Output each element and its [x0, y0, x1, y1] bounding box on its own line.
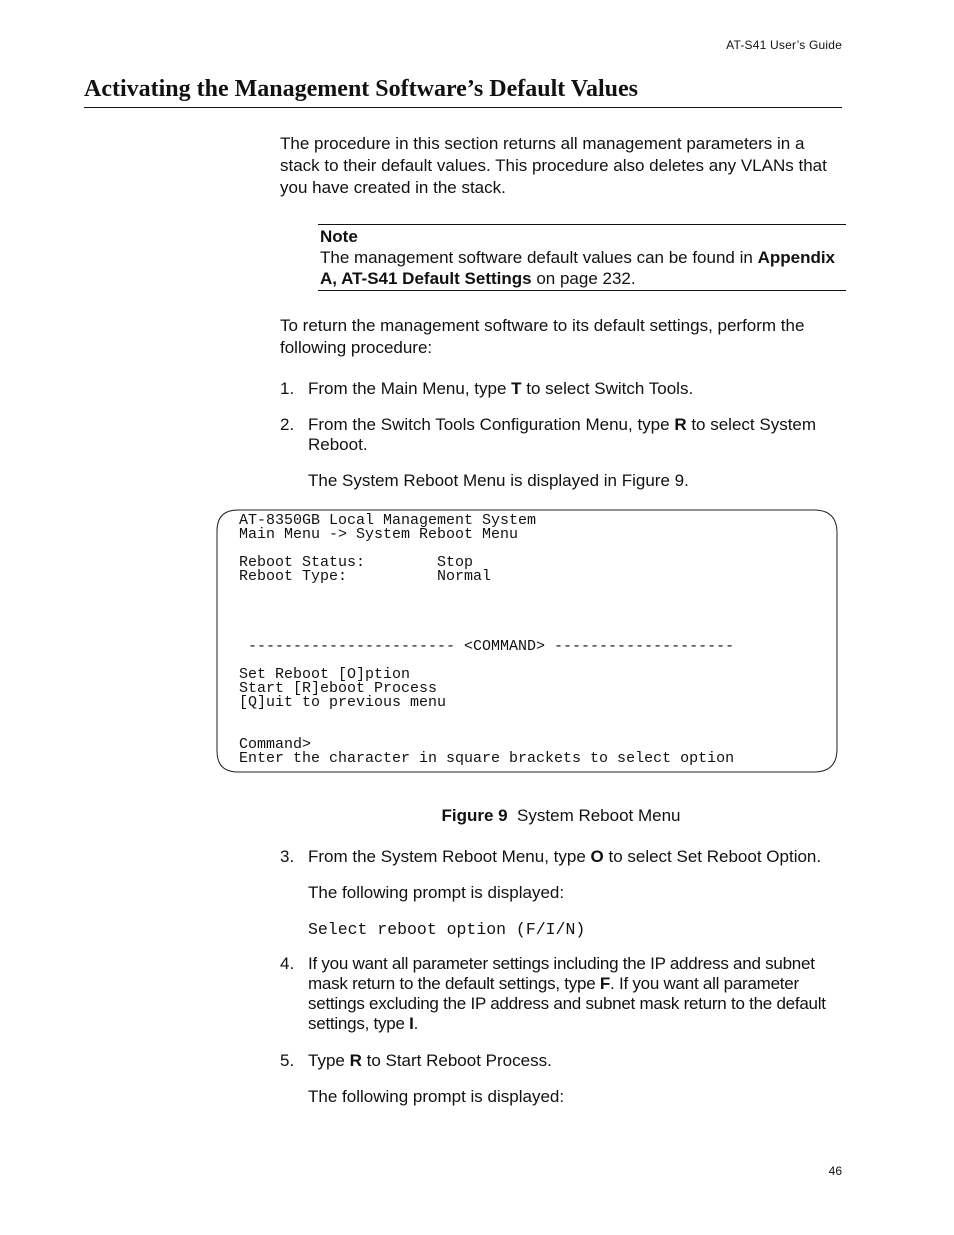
console-hint: Enter the character in square brackets to select option — [239, 750, 735, 767]
reboot-status-label: Reboot Status: — [239, 554, 366, 571]
reboot-status-value: Stop — [437, 554, 474, 571]
intro-paragraph: The procedure in this section returns all management parameters in a stack to their default values. This procedure also deletes any VLANs that you have created in the stack. — [280, 134, 827, 197]
step-text: From the System Reboot Menu, type O to select Set Reboot Option. — [308, 847, 822, 866]
command-divider: ----------------------- <COMMAND> -------------------- — [239, 638, 735, 655]
figure-caption — [0, 806, 954, 826]
console-screen — [216, 509, 836, 771]
step-number: 3. — [280, 847, 295, 866]
section-title: Activating the Management Software’s Default Values — [84, 76, 842, 108]
console-breadcrumb: Main Menu -> System Reboot Menu — [239, 526, 519, 543]
command-prompt[interactable]: Command> — [239, 736, 312, 753]
step-followup: The System Reboot Menu is displayed in Figure 9. — [308, 471, 689, 490]
step-number: 5. — [280, 1051, 295, 1070]
prompt-text: Select reboot option (F/I/N) — [308, 920, 586, 939]
reboot-type-value: Normal — [437, 568, 492, 585]
menu-option-start-reboot[interactable]: Start [R]eboot Process — [239, 680, 438, 697]
step-text: Type R to Start Reboot Process. — [308, 1051, 552, 1070]
reboot-type-label: Reboot Type: — [239, 568, 348, 585]
lead-in-paragraph: To return the management software to its default settings, perform the following procedure: — [280, 316, 805, 357]
step-followup: The following prompt is displayed: — [308, 1087, 565, 1106]
note-text-before: The management software default values can be found in — [320, 248, 758, 267]
figure-caption-text: System Reboot Menu — [517, 806, 681, 825]
note-link[interactable]: Appendix A, AT-S41 Default Settings — [320, 248, 836, 288]
step-number: 1. — [280, 379, 295, 398]
step-number: 2. — [280, 415, 295, 434]
step-text: From the Switch Tools Configuration Menu, type R to select System Reboot. — [308, 415, 817, 454]
step-number: 4. — [280, 954, 295, 973]
step-text: From the Main Menu, type T to select Switch Tools. — [308, 379, 694, 398]
note-heading: Note — [320, 227, 358, 246]
step-text: If you want all parameter settings including the IP address and subnet mask return to the default settings, type F. If you want all parameter settings excluding the IP address and subnet mask return to the default settings, type I. — [308, 954, 826, 1033]
console-text — [239, 514, 734, 766]
figure-label: Figure 9 — [441, 806, 508, 825]
console-system-name: AT-8350GB Local Management System — [239, 512, 537, 529]
menu-option-quit[interactable]: [Q]uit to previous menu — [239, 694, 447, 711]
note-text — [320, 247, 844, 289]
menu-option-set-reboot[interactable]: Set Reboot [O]ption — [239, 666, 411, 683]
note-text-after: on page 232. — [531, 269, 636, 288]
page-number: 46 — [828, 1164, 842, 1178]
note-box — [318, 224, 846, 291]
running-header: AT-S41 User’s Guide — [726, 38, 842, 52]
step-followup: The following prompt is displayed: — [308, 883, 565, 902]
